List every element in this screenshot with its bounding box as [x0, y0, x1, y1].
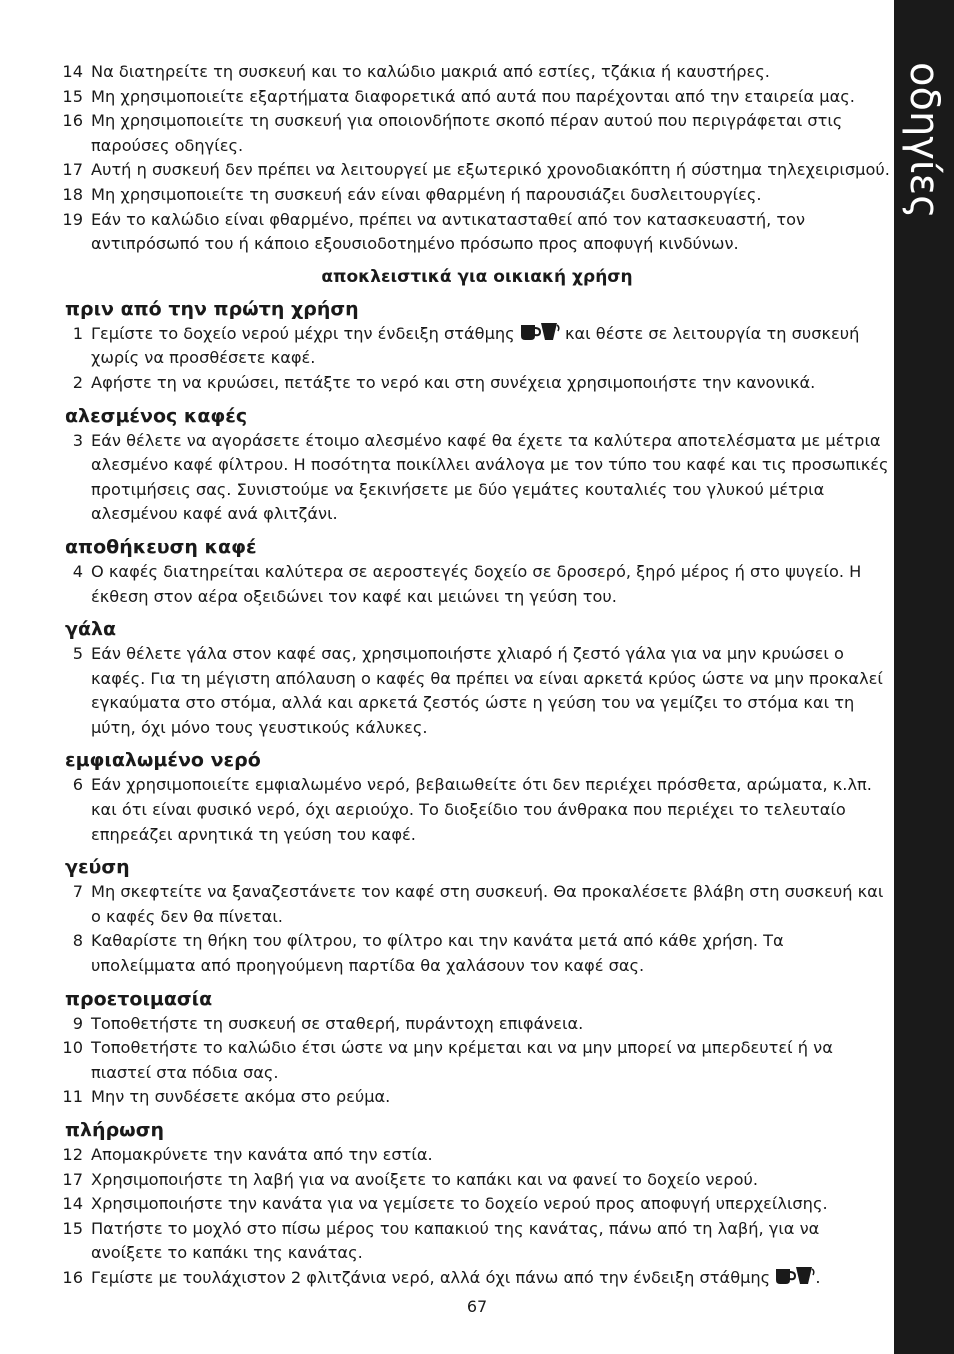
list-item — [62, 1085, 892, 1110]
section-before-first-use — [62, 296, 892, 396]
list-item — [62, 1192, 892, 1217]
section-heading: εμφιαλωμένο νερό — [65, 749, 261, 772]
item-number: 4 — [72, 561, 83, 581]
item-number: 2 — [72, 372, 83, 392]
list-item — [62, 1217, 892, 1266]
side-tab — [894, 0, 954, 1354]
item-number: 14 — [62, 1194, 83, 1214]
item-number: 8 — [72, 931, 83, 951]
section-heading: πλήρωση — [65, 1119, 165, 1141]
list-item — [62, 880, 892, 929]
side-tab-label: οδηγίες — [901, 62, 947, 219]
item-text: Χρησιμοποιήστε τη λαβή για να ανοίξετε το καπάκι και να φανεί το δοχείο νερού. — [91, 1169, 758, 1189]
item-text: Εάν χρησιμοποιείτε εμφιαλωμένο νερό, βεβαιωθείτε ότι δεν περιέχει πρόσθετα, αρώματα, κ.λπ. και ότι είναι φυσικό νερό, όχι αεριούχο. Το διοξείδιο του άνθρακα που περιέχει το τελευταίο επηρεάζει αρνητικά τη γεύση του καφέ. — [91, 775, 872, 844]
section-heading: γάλα — [65, 618, 117, 641]
item-number: 6 — [72, 775, 83, 795]
item-number: 9 — [72, 1013, 83, 1033]
cup-level-icon — [520, 322, 560, 342]
item-number: 1 — [72, 323, 83, 343]
item-number: 3 — [72, 430, 83, 450]
item-text: Μη χρησιμοποιείτε τη συσκευή εάν είναι φθαρμένη ή παρουσιάζει δυσλειτουργίες. — [91, 184, 762, 204]
item-text: και θέστε σε λειτουργία τη συσκευή χωρίς να προσθέσετε καφέ. — [91, 323, 860, 368]
list-item — [62, 183, 892, 208]
section-filling — [62, 1117, 892, 1291]
list-item — [62, 773, 892, 847]
item-text: Τοποθετήστε το καλώδιο έτσι ώστε να μην κρέμεται και να μην μπορεί να μπερδευτεί ή να πιαστεί στα πόδια σας. — [91, 1038, 833, 1082]
list-item — [62, 560, 892, 609]
item-number: 19 — [62, 209, 83, 229]
item-number: 7 — [72, 882, 83, 902]
item-text: Εάν θέλετε να αγοράσετε έτοιμο αλεσμένο καφέ θα έχετε τα καλύτερα αποτελέσματα με μέτρια αλεσμένο καφέ φίλτρου. Η ποσότητα ποικίλλει ανάλογα με τον τύπο του καφέ και τις προσωπικές προτιμήσεις σας. Συνιστούμε να ξεκινήσετε με δύο γεμάτες κουταλιές του γλυκού μέτρια αλεσμένου καφέ ανά φλιτζάνι. — [91, 430, 889, 524]
item-text: Πατήστε το μοχλό στο πίσω μέρος του καπακιού της κανάτας, πάνω από τη λαβή, για να ανοίξετε το καπάκι της κανάτας. — [91, 1218, 820, 1263]
item-number: 15 — [62, 1218, 83, 1238]
item-text: Χρησιμοποιήστε την κανάτα για να γεμίσετε το δοχείο νερού προς αποφυγή υπερχείλισης. — [91, 1194, 828, 1214]
item-text: Αφήστε τη να κρυώσει, πετάξτε το νερό και στη συνέχεια χρησιμοποιήστε την κανονικά. — [91, 372, 816, 392]
item-text: Μην τη συνδέσετε ακόμα στο ρεύμα. — [91, 1087, 391, 1107]
item-text: Μη χρησιμοποιείτε τη συσκευή για οποιονδήποτε σκοπό πέραν αυτού που περιγράφεται στις παρούσες οδηγίες. — [91, 111, 843, 155]
list-item — [62, 322, 892, 371]
section-heading: αποθήκευση καφέ — [65, 535, 257, 558]
item-text: Γεμίστε με τουλάχιστον 2 φλιτζάνια νερό, αλλά όχι πάνω από την ένδειξη στάθμης — [91, 1267, 771, 1287]
section-heading: αλεσμένος καφές — [65, 404, 248, 427]
cup-level-icon — [775, 1266, 815, 1286]
list-item — [62, 85, 892, 110]
item-number: 12 — [62, 1145, 83, 1164]
item-text: Απομακρύνετε την κανάτα από την εστία. — [91, 1145, 433, 1164]
item-number: 5 — [72, 644, 83, 664]
section-bottled-water — [62, 747, 892, 847]
item-number: 16 — [62, 1267, 83, 1287]
item-text: Ο καφές διατηρείται καλύτερα σε αεροστεγές δοχείο σε δροσερό, ξηρό μέρος ή στο ψυγείο. Η έκθεση στον αέρα οξειδώνει τον καφέ και μειώνει τη γεύση του. — [91, 561, 862, 606]
list-item — [62, 1143, 892, 1168]
document-body — [62, 60, 892, 1291]
section-heading: προετοιμασία — [65, 987, 213, 1010]
section-heading: γεύση — [65, 856, 130, 879]
item-text: Να διατηρείτε τη συσκευή και το καλώδιο μακριά από εστίες, τζάκια ή καυστήρες. — [91, 62, 770, 81]
section-coffee-storage — [62, 534, 892, 609]
list-item — [62, 929, 892, 978]
list-item — [62, 642, 892, 740]
list-item — [62, 429, 892, 527]
section-milk — [62, 616, 892, 740]
section-ground-coffee — [62, 403, 892, 527]
item-number: 11 — [62, 1087, 83, 1107]
item-text: Μη χρησιμοποιείτε εξαρτήματα διαφορετικά από αυτά που παρέχονται από την εταιρεία μας. — [91, 86, 855, 106]
item-number: 10 — [62, 1038, 83, 1058]
safety-list — [62, 60, 892, 257]
item-text: Τοποθετήστε τη συσκευή σε σταθερή, πυράντοχη επιφάνεια. — [91, 1013, 584, 1033]
item-number: 15 — [62, 86, 83, 106]
list-item — [62, 208, 892, 257]
list-item — [62, 109, 892, 158]
list-item — [62, 1266, 892, 1291]
section-taste — [62, 854, 892, 978]
item-number: 16 — [62, 111, 83, 131]
section-heading: πριν από την πρώτη χρήση — [65, 297, 359, 320]
item-text: Εάν θέλετε γάλα στον καφέ σας, χρησιμοποιήστε χλιαρό ή ζεστό γάλα για να μην κρυώσει ο καφές. Για τη μέγιστη απόλαυση ο καφές θα πρέπει να είναι αρκετά κρύος ώστε να μην προκαλεί εγκαύματα στο στόμα, αλλά και αρκετά ζεστός ώστε η γεύση του να γεμίζει το στόμα και τη μύτη, όχι μόνο τους γευστικούς κάλυκες. — [91, 644, 883, 737]
item-number: 17 — [62, 1169, 83, 1189]
item-text: Εάν το καλώδιο είναι φθαρμένο, πρέπει να αντικατασταθεί από τον κατασκευαστή, τον αντιπρόσωπό του ή κάποιο εξουσιοδοτημένο πρόσωπο προς αποφυγή κινδύνων. — [91, 209, 806, 254]
household-use-note: αποκλειστικά για οικιακή χρήση — [321, 266, 633, 287]
item-number: 17 — [62, 160, 83, 180]
section-preparation — [62, 986, 892, 1110]
item-text: Μη σκεφτείτε να ξαναζεστάνετε τον καφέ στη συσκευή. Θα προκαλέσετε βλάβη στη συσκευή και ο καφές δεν θα πίνεται. — [91, 882, 884, 926]
item-text: Καθαρίστε τη θήκη του φίλτρου, το φίλτρο και την κανάτα μετά από κάθε χρήση. Τα υπολείμματα από προηγούμενη παρτίδα θα χαλάσουν τον καφέ σας. — [91, 931, 784, 976]
item-text: . — [815, 1267, 821, 1287]
item-text: Αυτή η συσκευή δεν πρέπει να λειτουργεί με εξωτερικό χρονοδιακόπτη ή σύστημα τηλεχειρισμού. — [91, 160, 890, 180]
list-item — [62, 371, 892, 396]
list-item — [62, 1168, 892, 1193]
page-number: 67 — [466, 1297, 488, 1316]
item-number: 14 — [62, 62, 83, 81]
item-text: Γεμίστε το δοχείο νερού μέχρι την ένδειξη στάθμης — [91, 323, 515, 343]
list-item — [62, 60, 892, 85]
list-item — [62, 158, 892, 183]
list-item — [62, 1012, 892, 1037]
item-number: 18 — [62, 184, 83, 204]
list-item — [62, 1036, 892, 1085]
